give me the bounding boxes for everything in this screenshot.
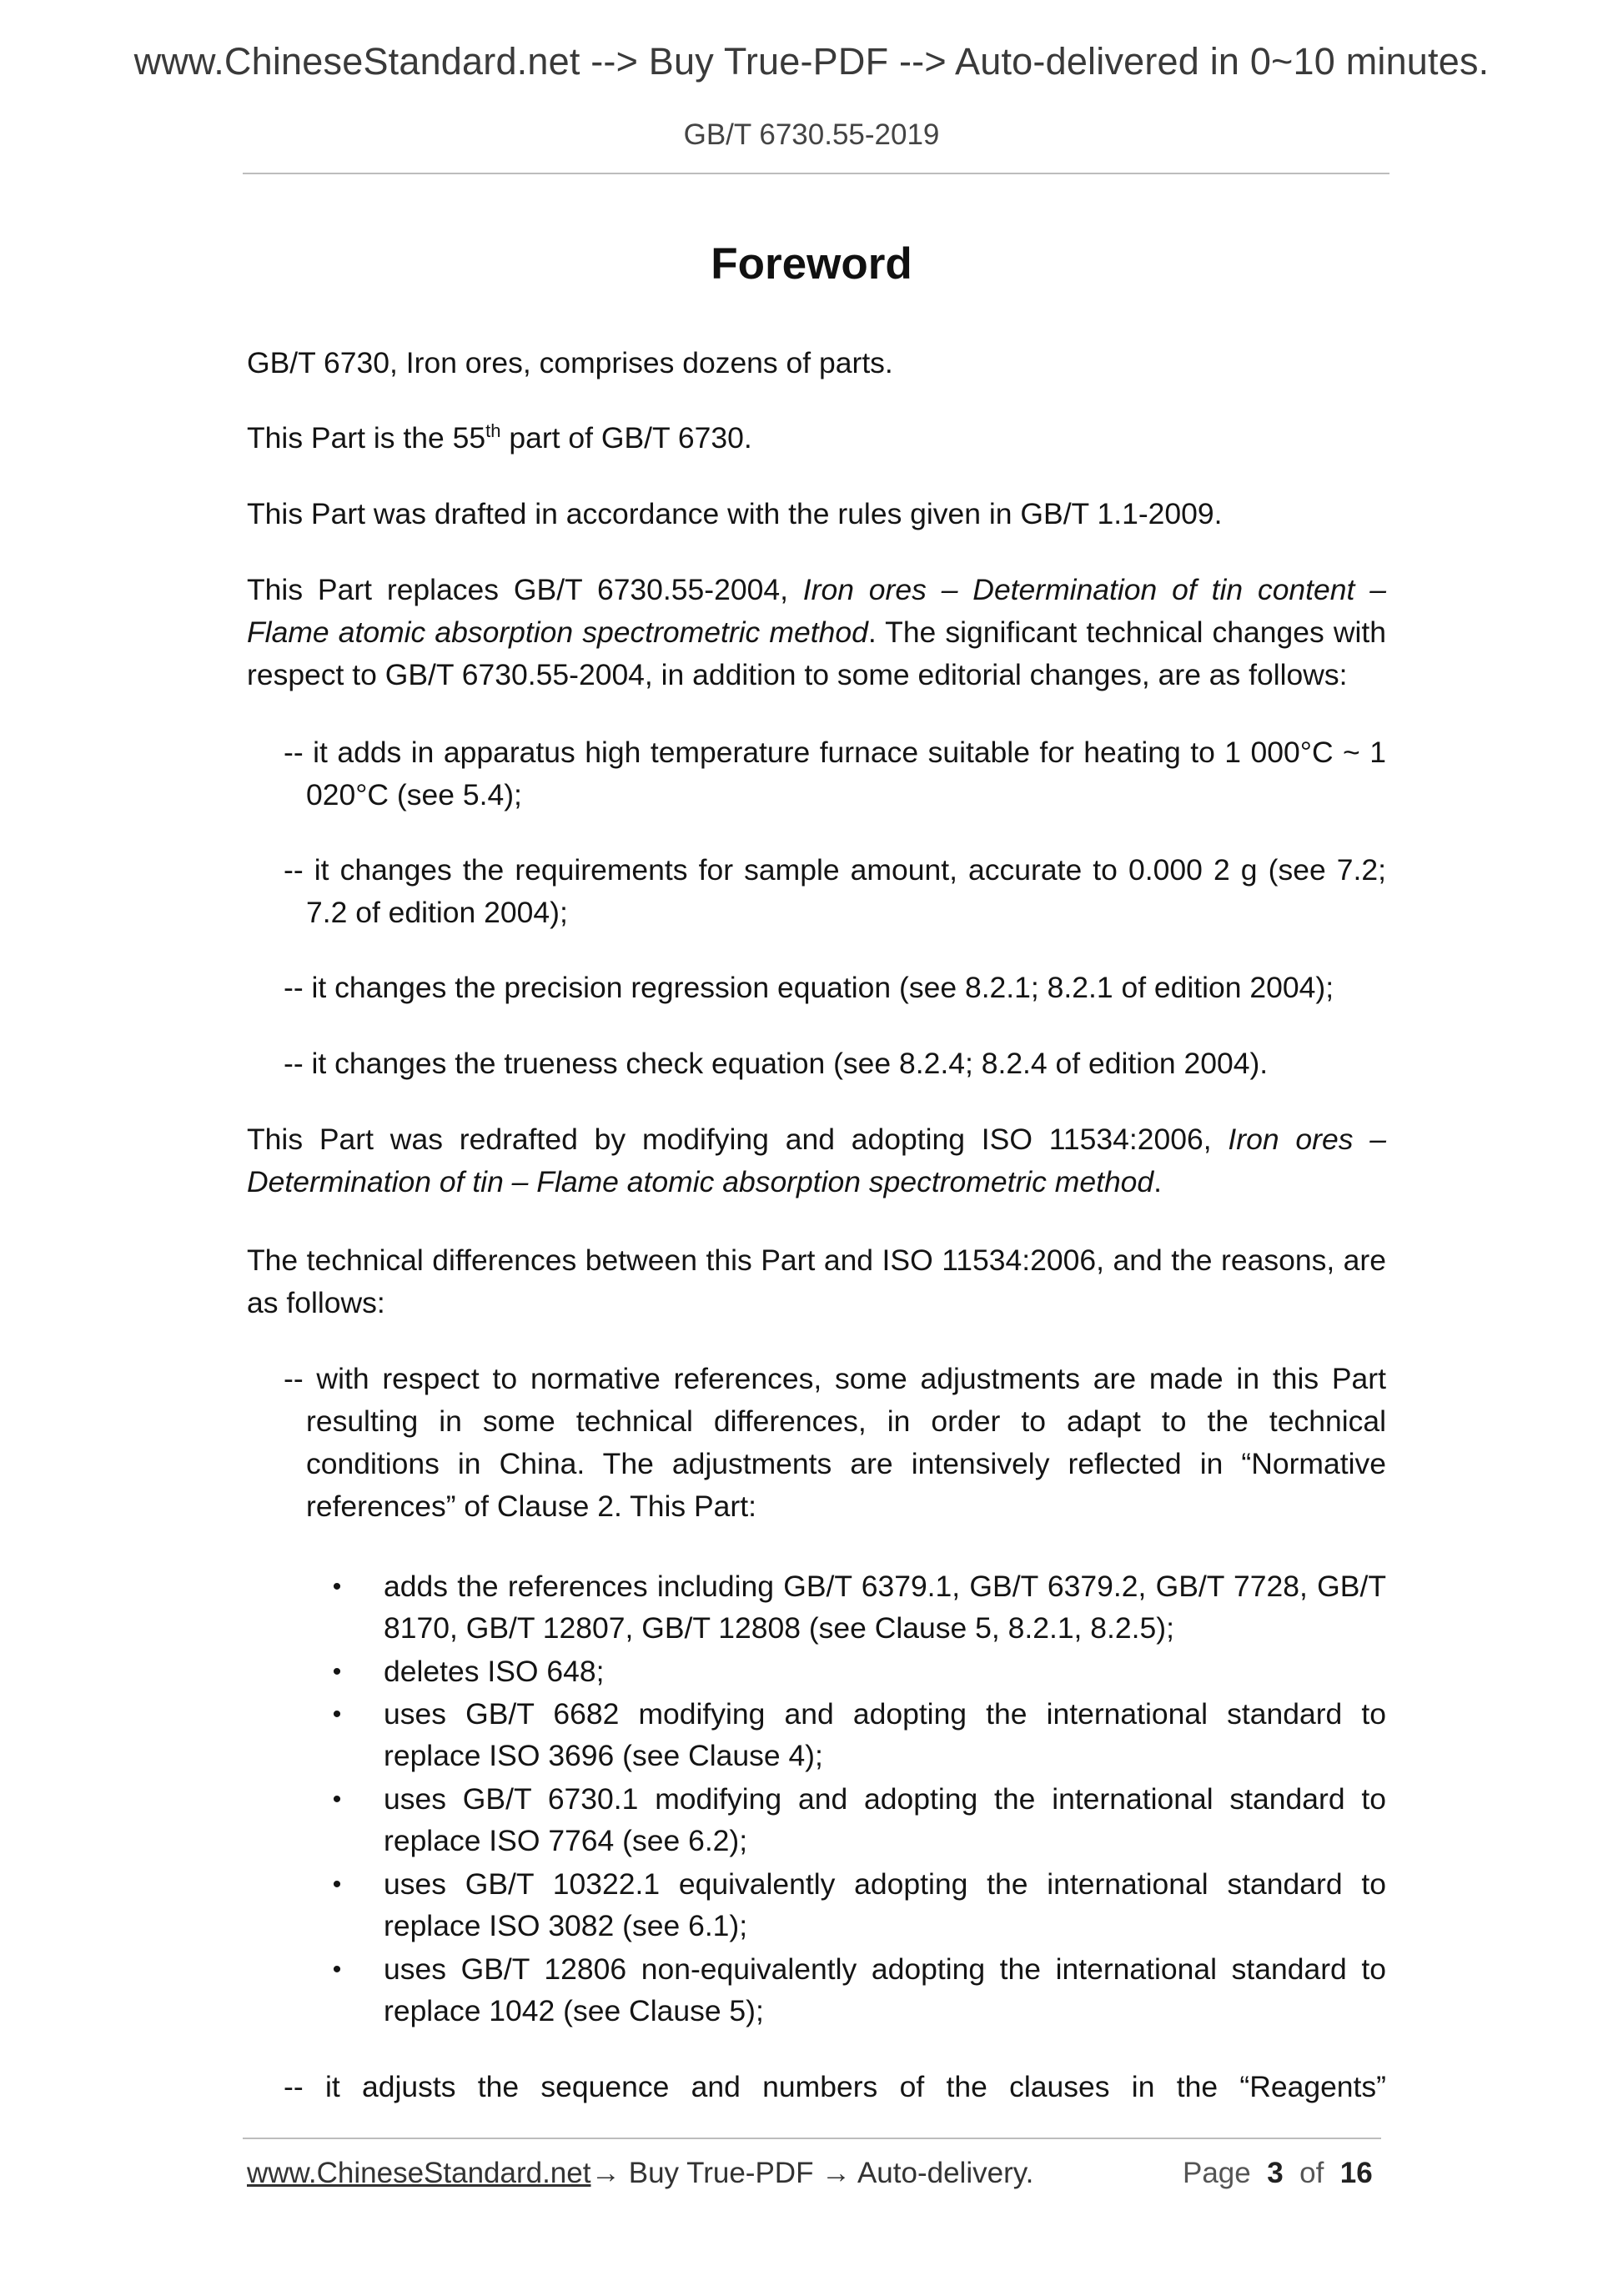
page-of-label: of (1299, 2157, 1324, 2189)
page-label: Page (1183, 2157, 1251, 2189)
difference-item: -- it adjusts the sequence and numbers of the clauses in the “Reagents” (284, 2070, 1386, 2103)
change-item: -- it changes the precision regression equation (see 8.2.1; 8.2.1 of edition 2004); (284, 971, 1334, 1004)
footer-divider (243, 2138, 1381, 2139)
change-item: -- it changes the requirements for sample amount, accurate to 0.000 2 g (see 7.2; 7.2 of edition 2004); (284, 853, 1386, 929)
iso-standard-title: Iron ores – Determination of tin – Flame atomic absorption spectrometric method (247, 1123, 1387, 1198)
page-indicator (1183, 2157, 1373, 2190)
ordinal-superscript: th (485, 420, 501, 441)
page-title: Foreword (711, 239, 912, 289)
bullet-icon: • (332, 1956, 342, 1983)
paragraph-parts-intro: GB/T 6730, Iron ores, comprises dozens of parts. (247, 346, 893, 379)
list-item (330, 1779, 1386, 1861)
change-item: -- it changes the trueness check equation (see 8.2.4; 8.2.4 of edition 2004). (284, 1047, 1269, 1080)
list-item-text: uses GB/T 6730.1 modifying and adopting the international standard to replace ISO 7764 (see 6.2); (384, 1782, 1386, 1857)
list-item (330, 1949, 1386, 2032)
list-item-text: adds the references including GB/T 6379.1, GB/T 6379.2, GB/T 7728, GB/T 8170, GB/T 12807, GB/T 12808 (see Clause 5, 8.2.1, 8.2.5); (384, 1570, 1386, 1645)
replaces-text: This Part replaces GB/T 6730.55-2004, (247, 573, 803, 606)
list-item (330, 1651, 1386, 1693)
list-item (330, 1566, 1386, 1649)
change-item: -- it adds in apparatus high temperature furnace suitable for heating to 1 000°C ~ 1 020°C (see 5.4); (284, 736, 1386, 811)
adoption-text: This Part was redrafted by modifying and adopting ISO 11534:2006, (247, 1123, 1229, 1156)
bullet-icon: • (332, 1658, 342, 1686)
bullet-icon: • (332, 1786, 342, 1813)
footer-site-link[interactable]: www.ChineseStandard.net (247, 2157, 591, 2189)
paragraph-part-number (247, 417, 1386, 460)
bullet-icon: • (332, 1573, 342, 1600)
document-code-header: GB/T 6730.55-2019 (683, 118, 940, 151)
header-divider (243, 173, 1389, 174)
paragraph-iso-adoption (247, 1118, 1386, 1203)
footer-tagline: → Buy True-PDF → Auto-delivery. (591, 2157, 1034, 2189)
page-current: 3 (1267, 2157, 1284, 2189)
paragraph-drafting-rules: This Part was drafted in accordance with the rules given in GB/T 1.1-2009. (247, 497, 1223, 530)
bullet-icon: • (332, 1701, 342, 1728)
list-item-text: uses GB/T 10322.1 equivalently adopting the international standard to replace ISO 3082 (see 6.1); (384, 1867, 1386, 1942)
replaces-text-end: . The significant technical changes with respect to GB/T 6730.55-2004, in addition to some editorial changes, are as follows: (247, 615, 1386, 691)
paragraph-technical-differences: The technical differences between this Part and ISO 11534:2006, and the reasons, are as follows: (247, 1243, 1386, 1319)
site-banner: www.ChineseStandard.net --> Buy True-PDF --> Auto-delivered in 0~10 minutes. (133, 40, 1490, 83)
list-item (330, 1864, 1386, 1947)
list-item-text: uses GB/T 6682 modifying and adopting the international standard to replace ISO 3696 (see Clause 4); (384, 1697, 1386, 1772)
paragraph-replaces (247, 569, 1386, 696)
adoption-text-end: . (1153, 1165, 1163, 1198)
list-item (330, 1694, 1386, 1776)
list-item-text: uses GB/T 12806 non-equivalently adopting the international standard to replace 1042 (see Clause 5); (384, 1952, 1386, 2027)
part-number-text-end: part of GB/T 6730. (500, 421, 752, 455)
part-number-text: This Part is the 55 (247, 421, 486, 455)
difference-item: -- with respect to normative references, some adjustments are made in this Part resulting in some technical differences, in order to adapt to the technical conditions in China. The adjustments are intensively reflected in “Normative references” of Clause 2. This Part: (284, 1362, 1386, 1523)
replaced-standard-title: Iron ores – Determination of tin content – Flame atomic absorption spectrometric method (247, 573, 1386, 649)
bullet-icon: • (332, 1871, 342, 1898)
list-item-text: deletes ISO 648; (384, 1655, 605, 1688)
page-total: 16 (1339, 2157, 1373, 2189)
